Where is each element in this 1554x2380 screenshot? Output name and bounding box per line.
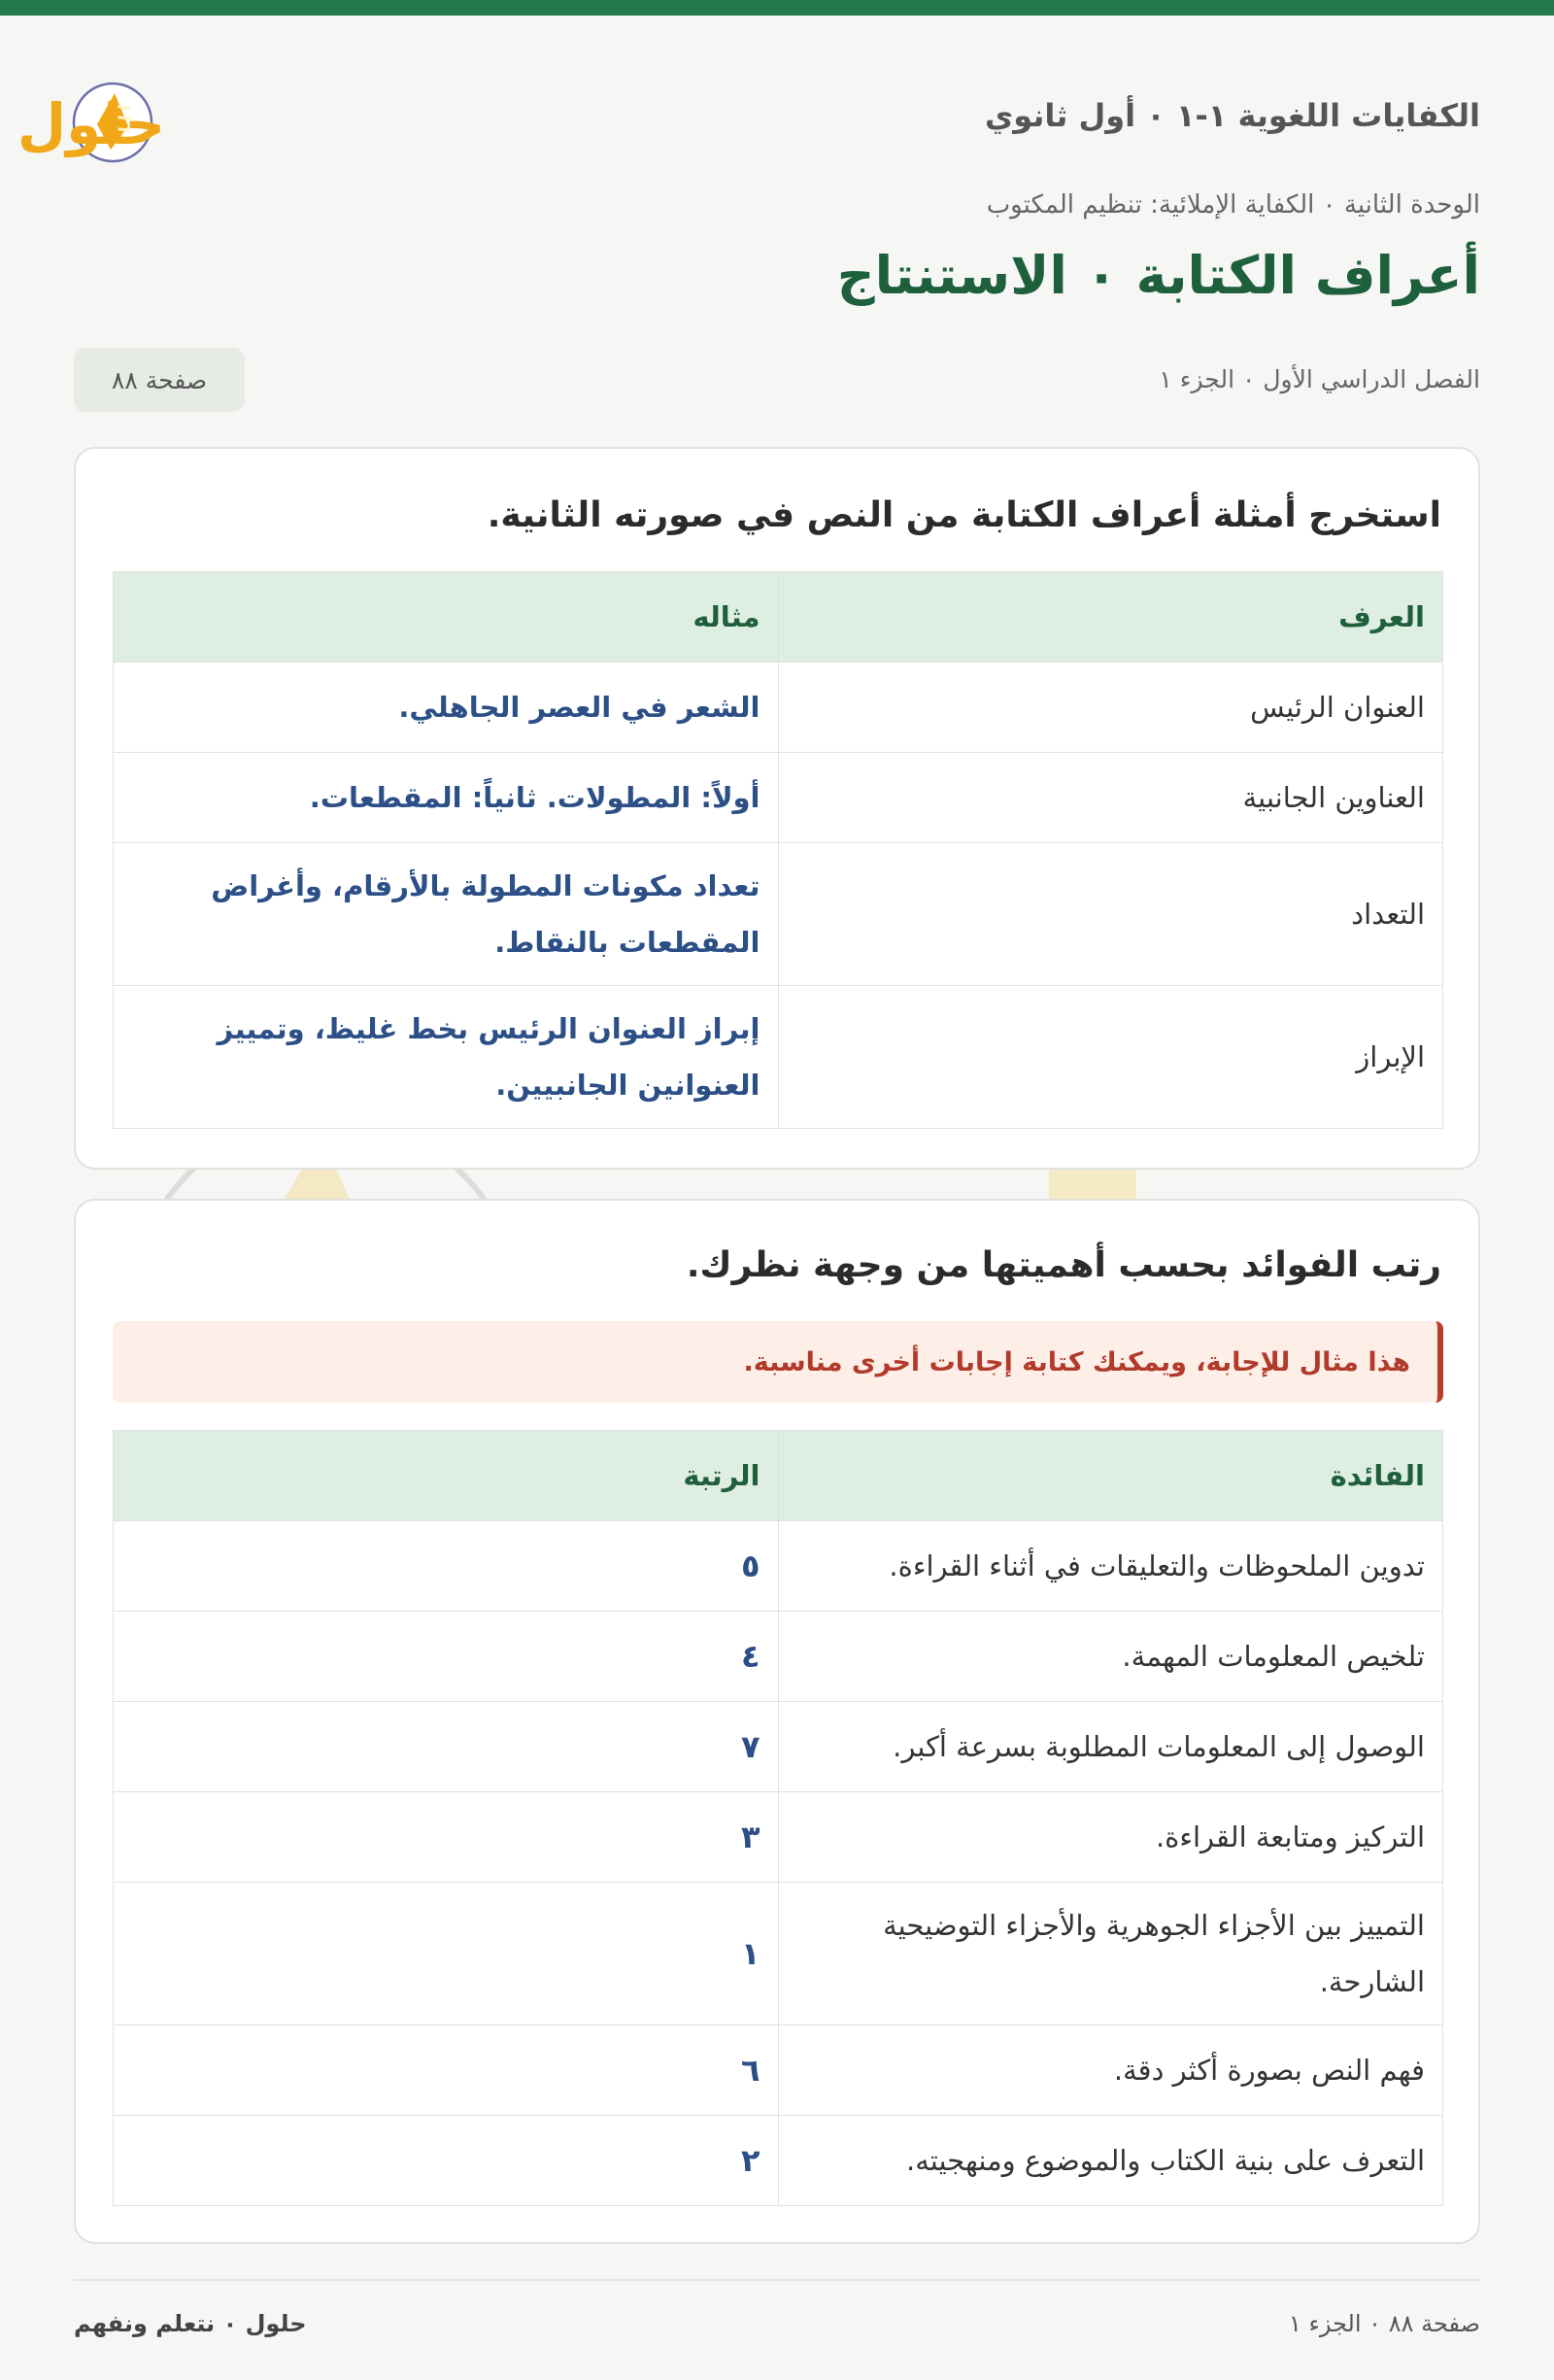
table-row — [114, 2025, 1443, 2116]
convention-cell: الإبراز — [778, 986, 1443, 1129]
rank-cell: ٣ — [114, 1792, 779, 1883]
top-accent-bar — [0, 0, 1554, 16]
column-header-rank: الرتبة — [114, 1431, 779, 1521]
book-title: الكفايات اللغوية ١-١ ٠ أول ثانوي — [984, 97, 1480, 134]
table-row — [114, 663, 1443, 753]
table-row — [114, 753, 1443, 843]
column-header-convention: العرف — [778, 572, 1443, 663]
example-cell: تعداد مكونات المطولة بالأرقام، وأغراض المقطعات بالنقاط. — [114, 843, 779, 986]
table-row — [114, 1521, 1443, 1612]
benefit-cell: التمييز بين الأجزاء الجوهرية والأجزاء التوضيحية الشارحة. — [778, 1883, 1443, 2025]
benefits-ranking-card — [74, 1199, 1480, 2244]
table-row — [114, 2116, 1443, 2206]
example-cell: إبراز العنوان الرئيس بخط غليظ، وتمييز العنوانين الجانبيين. — [114, 986, 779, 1129]
table-header-row — [114, 572, 1443, 663]
footer-page-info: صفحة ٨٨ ٠ الجزء ١ — [1289, 2310, 1480, 2337]
table-row — [114, 1612, 1443, 1702]
question-2: رتب الفوائد بحسب أهميتها من وجهة نظرك. — [686, 1245, 1441, 1285]
example-cell: أولاً: المطولات. ثانياً: المقطعات. — [114, 753, 779, 843]
answer-note: هذا مثال للإجابة، ويمكنك كتابة إجابات أخرى مناسبة. — [113, 1321, 1443, 1403]
writing-conventions-card — [74, 447, 1480, 1170]
logo-text: حلول — [17, 91, 165, 157]
rank-cell: ١ — [114, 1883, 779, 2025]
table-row — [114, 986, 1443, 1129]
table-row — [114, 1792, 1443, 1883]
column-header-example: مثاله — [114, 572, 779, 663]
rank-cell: ٤ — [114, 1612, 779, 1702]
table-row — [114, 1702, 1443, 1792]
benefits-table — [113, 1430, 1443, 2206]
rank-cell: ٧ — [114, 1702, 779, 1792]
page-header — [0, 16, 1554, 190]
example-cell: الشعر في العصر الجاهلي. — [114, 663, 779, 753]
convention-cell: التعداد — [778, 843, 1443, 986]
benefit-cell: التعرف على بنية الكتاب والموضوع ومنهجيته. — [778, 2116, 1443, 2206]
question-1: استخرج أمثلة أعراف الكتابة من النص في صورته الثانية. — [487, 495, 1441, 535]
column-header-benefit: الفائدة — [778, 1431, 1443, 1521]
benefit-cell: فهم النص بصورة أكثر دقة. — [778, 2025, 1443, 2116]
conventions-table — [113, 571, 1443, 1129]
lesson-title: أعراف الكتابة ٠ الاستنتاج — [836, 245, 1480, 306]
benefit-cell: الوصول إلى المعلومات المطلوبة بسرعة أكبر. — [778, 1702, 1443, 1792]
convention-cell: العناوين الجانبية — [778, 753, 1443, 843]
benefit-cell: تلخيص المعلومات المهمة. — [778, 1612, 1443, 1702]
convention-cell: العنوان الرئيس — [778, 663, 1443, 753]
rank-cell: ٦ — [114, 2025, 779, 2116]
page-badge: صفحة ٨٨ — [74, 348, 245, 412]
table-header-row — [114, 1431, 1443, 1521]
footer-divider — [74, 2279, 1480, 2281]
rank-cell: ٥ — [114, 1521, 779, 1612]
table-row — [114, 843, 1443, 986]
benefit-cell: تدوين الملحوظات والتعليقات في أثناء القراءة. — [778, 1521, 1443, 1612]
rank-cell: ٢ — [114, 2116, 779, 2206]
footer-brand: حلول ٠ نتعلم ونفهم — [74, 2310, 307, 2337]
table-row — [114, 1883, 1443, 2025]
hulul-logo — [17, 66, 324, 173]
semester-info: الفصل الدراسي الأول ٠ الجزء ١ — [1159, 365, 1480, 393]
benefit-cell: التركيز ومتابعة القراءة. — [778, 1792, 1443, 1883]
unit-line: الوحدة الثانية ٠ الكفاية الإملائية: تنظيم المكتوب — [986, 190, 1480, 220]
